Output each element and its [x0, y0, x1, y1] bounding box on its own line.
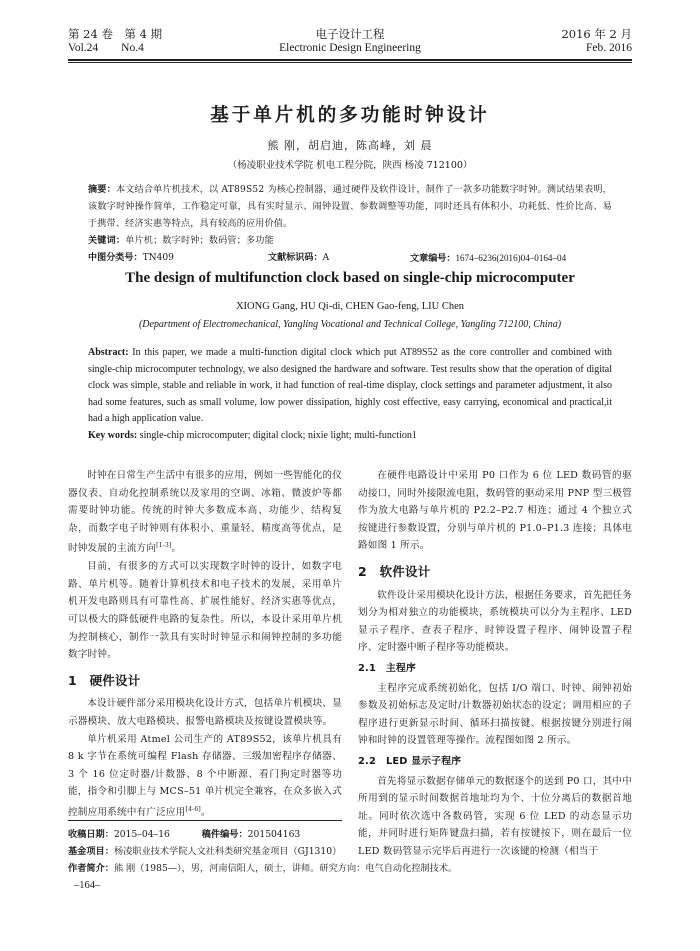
author-bio-label: 作者简介： [68, 863, 114, 874]
authors-en: XIONG Gang, HU Qi-di, CHEN Gao-feng, LIU Chen [235, 301, 465, 312]
software-paragraph-1: 软件设计采用模块化设计方法，根据任务要求，首先把任务划分为相对独立的功能模块，系统模块可以分为主程序、LED 显示子程序、查表子程序、时钟设置子程序、闹钟设置子程序、定时器中断子程序等功能模块。 [358, 589, 632, 654]
affiliation-en: (Department of Electromechanical, Yangling Vocational and Technical College, Yangling 712100, China) [138, 319, 562, 330]
keywords-en-text: single-chip microcomputer; digital clock; nixie light; multi-function1 [139, 430, 417, 441]
header-volume-cn: 第 24 卷 第 4 期 [68, 27, 163, 41]
fund-text: 杨凌职业技术学院人文社科类研究基金项目（GJ1310） [113, 846, 342, 857]
title-en: The design of multifunction clock based on single-chip microcomputer [125, 270, 575, 286]
manuscript-label: 稿件编号： [201, 829, 248, 840]
header-volume-en: Vol.24 No.4 [68, 42, 144, 54]
doc-code-value: A [322, 253, 330, 263]
header-date-en: Feb. 2016 [586, 42, 632, 54]
intro-p1-end: 。 [171, 543, 182, 555]
author-bio-line [68, 860, 632, 877]
authors-cn: 熊 刚，胡启迪，陈高峰，刘 晨 [267, 139, 433, 152]
received-date: 2015–04–16 [113, 829, 170, 840]
hardware-paragraph-3: 在硬件电路设计中采用 P0 口作为 6 位 LED 数码管的驱动接口，同时外接限流电阻，数码管的驱动采用 PNP 型三极管作为放大电路与单片机的 P2.2–P2.7 相连；通过 4 个独立式按键进行参数设置，分别与单片机的 P1.0–P1.3 连接；具体电路如图 1 所示。 [358, 470, 632, 552]
footnote-rule [68, 820, 342, 821]
hardware-p2-end: 。 [200, 807, 211, 819]
abstract-en-text: In this paper, we made a multi-function digital clock which put AT89S52 as the core controller and combined with single-chip microcomputer technology, we also designed the hardware and software. Test results show that the operation of digital clock was simple, stable and reliable in work, it had function of real-time display, clock settings and parameter adjustment, it also had some features, such as small volume, low power dissipation, highly cost effective, easy carrying, economical and practical,it had a high application value. [88, 347, 612, 424]
doc-code-label: 文献标识码： [268, 253, 323, 263]
clc-value: TN409 [142, 253, 174, 263]
clc-label: 中图分类号： [88, 253, 143, 263]
abstract-cn [88, 182, 612, 233]
header-volume [68, 27, 162, 55]
header-journal [240, 27, 460, 55]
subsection-2-2-heading: 2.2 LED 显示子程序 [358, 755, 462, 767]
clc-info [88, 250, 174, 267]
fund-line [68, 843, 632, 860]
affiliation-cn: （杨凌职业技术学院 机电工程分院，陕西 杨凌 712100） [227, 160, 473, 171]
abstract-cn-text: 本文结合单片机技术，以 AT89S52 为核心控制器，通过硬件及软件设计，制作了一款多功能数字时钟。测试结果表明，该数字时钟操作简单，工作稳定可靠，具有实时显示、闹钟设置、参数调整等功能，同时还具有体积小、功耗低、性价比高、易于携带、经济实惠等特点，具有较高的应用价值。 [88, 185, 612, 229]
abstract-en-label: Abstract: [88, 347, 129, 358]
keywords-en [88, 428, 612, 445]
article-id-label: 文章编号： [410, 254, 456, 264]
subsection-2-1-heading: 2.1 主程序 [358, 662, 416, 674]
section-1-heading: 1 硬件设计 [68, 672, 141, 688]
doc-code-info [268, 250, 329, 267]
keywords-en-label: Key words: [88, 430, 138, 441]
article-id-value: 1674–6236(2016)04–0164–04 [455, 253, 567, 263]
hardware-paragraph-1: 本设计硬件部分采用模块化设计方式，包括单片机模块、显示器模块、放大电路模块、报警电路模块及按键设置模块等。 [68, 698, 342, 727]
header-date [561, 27, 632, 55]
footnote-block [68, 826, 632, 877]
keywords-cn [88, 233, 612, 250]
main-program-paragraph: 主程序完成系统初始化，包括 I/O 端口、时钟、闹钟初始参数及初始标志及定时/计数器初始状态的设定；调用相应的子程序进行更新显示时间、循环扫描按键、根据按键分别进行闹钟和时钟的设置管理等操作。流程图如图 2 所示。 [358, 682, 632, 747]
hardware-paragraph-2 [68, 731, 342, 822]
left-column [68, 467, 342, 822]
author-bio-text: 熊 刚（1985—），男，河南信阳人，硕士，讲师。研究方向：电气自动化控制技术。 [113, 863, 458, 874]
keywords-cn-label: 关键词： [88, 236, 126, 246]
citation-4-6: [4-6] [185, 805, 201, 813]
intro-paragraph-1 [68, 467, 342, 558]
header-rule [68, 59, 632, 61]
section-2-heading: 2 软件设计 [358, 563, 431, 579]
abstract-cn-label: 摘要： [88, 185, 116, 195]
fund-label: 基金项目： [68, 846, 114, 857]
right-column [358, 467, 632, 860]
led-display-paragraph: 首先将显示数据存储单元的数据逐个的送到 P0 口，其中中所用到的显示时间数据首地址均为个、十位分离后的数据首地址。同时依次选中各数码管，实现 6 位 LED 的动态显示功能，并同时进行矩阵键盘扫描，若有按键按下，则在最后一位 LED 数码管显示完毕后再进行一次该键的检测（相当于 [358, 775, 632, 857]
abstract-en [88, 345, 612, 428]
intro-paragraph-2: 目前，有很多的方式可以实现数字时钟的设计，如数字电路、单片机等。随着计算机技术和电子技术的发展，采用单片机开发电路则具有可靠性高、扩展性能好、经济实惠等优点，可以极大的降低硬件电路的复杂性。所以，本设计采用单片机为控制核心，制作一款具有实时时钟显示和闹钟控制的多功能数字时钟。 [68, 561, 342, 661]
hardware-p2-text: 单片机采用 Atmel 公司生产的 AT89S52，该单片机具有 8 k 字节在系统可编程 Flash 存储器、三级加密程序存储器、3 个 16 位定时器/计数器、8 个中断源、看门狗定时器等功能，指令和引脚上与 MCS–51 单片机完全兼容，在众多嵌入式控制应用系统中有广泛应用 [68, 733, 342, 819]
intro-p1-text: 时钟在日常生产生活中有很多的应用，例如一些智能化的仪器仪表、自动化控制系统以及家用的空调、冰箱、微波炉等都需要时钟功能。传统的时钟大多数成本高、功能少、结构复杂，而数字电子时钟则有体积小、重量轻、精度高等优点，是时钟发展的主流方向 [68, 470, 342, 555]
header-rule-thin [68, 62, 632, 63]
keywords-cn-text: 单片机；数字时钟；数码管；多功能 [125, 236, 274, 246]
header-journal-cn: 电子设计工程 [315, 27, 385, 41]
citation-1-3: [1-3] [156, 542, 172, 550]
manuscript-number: 201504163 [247, 829, 301, 840]
header-date-cn: 2016 年 2 月 [561, 27, 632, 41]
title-cn: 基于单片机的多功能时钟设计 [210, 105, 490, 126]
received-line [68, 826, 632, 843]
header-journal-en: Electronic Design Engineering [279, 42, 421, 54]
received-label: 收稿日期： [68, 829, 114, 840]
page-number: –164– [74, 880, 101, 891]
article-id-info [410, 250, 566, 268]
